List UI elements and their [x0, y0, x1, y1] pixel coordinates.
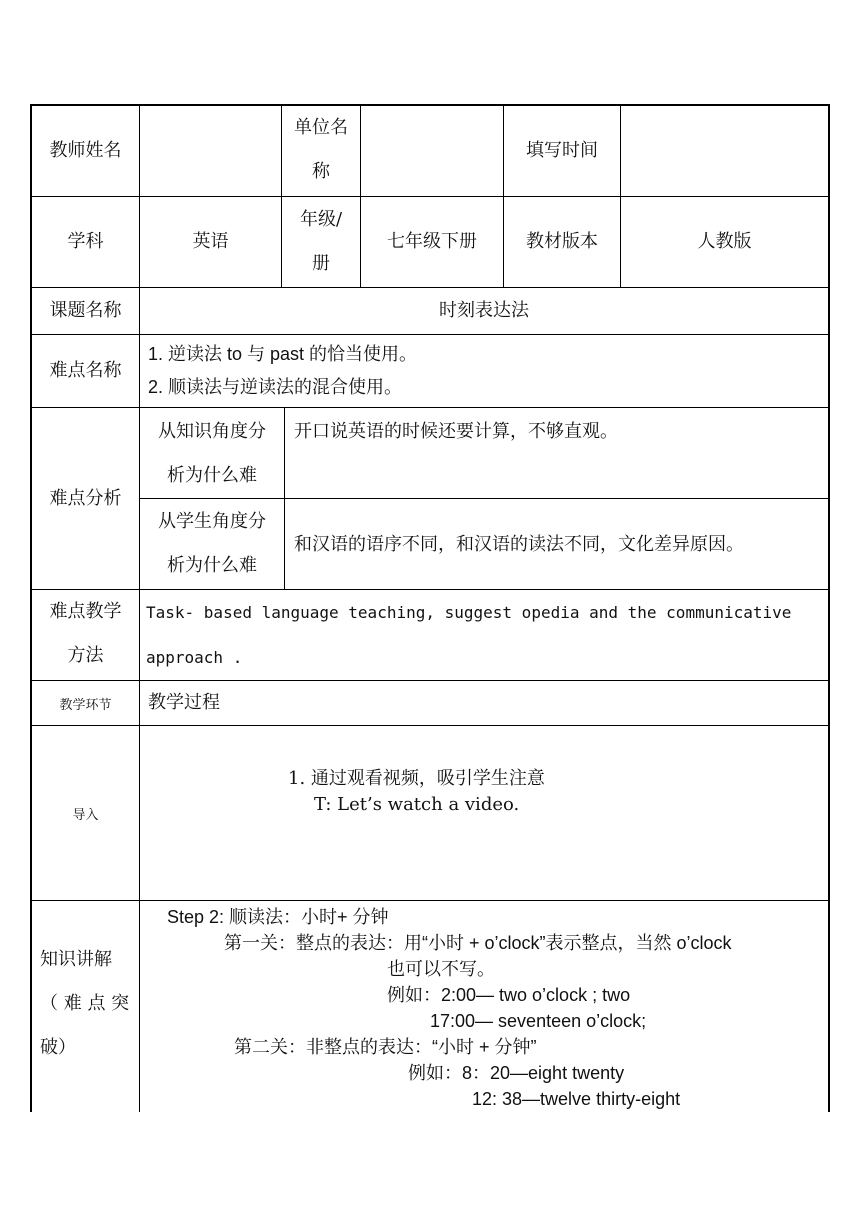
difficulty-item: 2. 顺读法与逆读法的混合使用。 [148, 377, 403, 397]
knowledge-section-line1: 知识讲解 [40, 949, 112, 970]
teaching-process-label: 教学过程 [148, 692, 220, 713]
teaching-method-line-b: approach . [146, 648, 243, 667]
teacher-name-value [140, 106, 281, 196]
knowledge-angle-label [140, 410, 284, 498]
subject-value: 英语 [192, 231, 229, 252]
intro-line-1: 1. 通过观看视频，吸引学生注意 [288, 768, 545, 789]
grade-value: 七年级下册 [387, 231, 477, 252]
grade-label [282, 198, 360, 287]
edition-value: 人教版 [697, 231, 752, 252]
student-angle-line1: 从学生角度分 [158, 511, 266, 532]
subject-label: 学科 [67, 231, 104, 252]
example-line: 例如：8：20—eight twenty [408, 1063, 625, 1083]
knowledge-angle-text: 开口说英语的时候还要计算，不够直观。 [294, 421, 618, 442]
difficulty-list [148, 338, 818, 406]
difficulty-label: 难点名称 [49, 360, 122, 381]
fill-time-value [621, 106, 828, 196]
example-line: 12: 38—twelve thirty-eight [472, 1089, 681, 1109]
level1-text: 第一关：整点的表达：用“小时 + o’clock”表示整点，当然 o’clock [224, 933, 732, 953]
unit-name-label-line1: 单位名 [294, 117, 348, 138]
difficulty-item: 1. 逆读法 to 与 past 的恰当使用。 [148, 344, 418, 364]
intro-label: 导入 [72, 807, 99, 823]
knowledge-angle-line2: 析为什么难 [167, 465, 257, 486]
knowledge-angle-line1: 从知识角度分 [158, 421, 266, 442]
row-divider [30, 725, 830, 726]
topic-label: 课题名称 [49, 300, 122, 321]
fill-time-label: 填写时间 [526, 140, 598, 161]
level1-continued: 也可以不写。 [387, 959, 495, 979]
row-divider [30, 334, 830, 335]
example-line: 17:00— seventeen o’clock; [430, 1011, 647, 1031]
knowledge-section-line2: （ 难 点 突 [40, 993, 130, 1014]
row-divider [30, 407, 830, 408]
teaching-method-line-a: Task- based language teaching, suggest opedia and the communicative [146, 603, 792, 622]
example-line: 例如：2:00— two o’clock ; two [387, 985, 631, 1005]
student-angle-text: 和汉语的语序不同，和汉语的读法不同，文化差异原因。 [294, 533, 744, 555]
student-angle-line2: 析为什么难 [167, 555, 257, 576]
unit-name-value [361, 106, 503, 196]
grade-label-line2: 册 [312, 253, 330, 274]
teaching-stage-label: 教学环节 [59, 697, 112, 713]
row-divider [30, 900, 830, 901]
knowledge-section-label [40, 938, 135, 1078]
unit-name-label-line2: 称 [312, 161, 330, 182]
topic-value: 时刻表达法 [439, 300, 529, 321]
teaching-method-line2: 方法 [67, 645, 104, 666]
teaching-method-line1: 难点教学 [49, 601, 122, 622]
teaching-method-text [146, 590, 826, 680]
level2-text: 第二关：非整点的表达：“小时 + 分钟” [234, 1037, 537, 1057]
row-divider [140, 498, 830, 499]
column-divider [284, 407, 285, 589]
unit-name-label [282, 106, 360, 196]
intro-line-2: T: Let’s watch a video. [314, 794, 520, 815]
student-angle-label [140, 500, 284, 589]
teaching-method-label [32, 590, 139, 680]
edition-label: 教材版本 [526, 231, 598, 252]
table-right-border [828, 104, 830, 1112]
teacher-name-label: 教师姓名 [49, 140, 122, 161]
knowledge-section-line3: 破） [40, 1037, 76, 1058]
analysis-label: 难点分析 [49, 487, 122, 509]
step-heading: Step 2: 顺读法：小时+ 分钟 [167, 907, 389, 927]
grade-label-line1: 年级/ [299, 209, 343, 230]
